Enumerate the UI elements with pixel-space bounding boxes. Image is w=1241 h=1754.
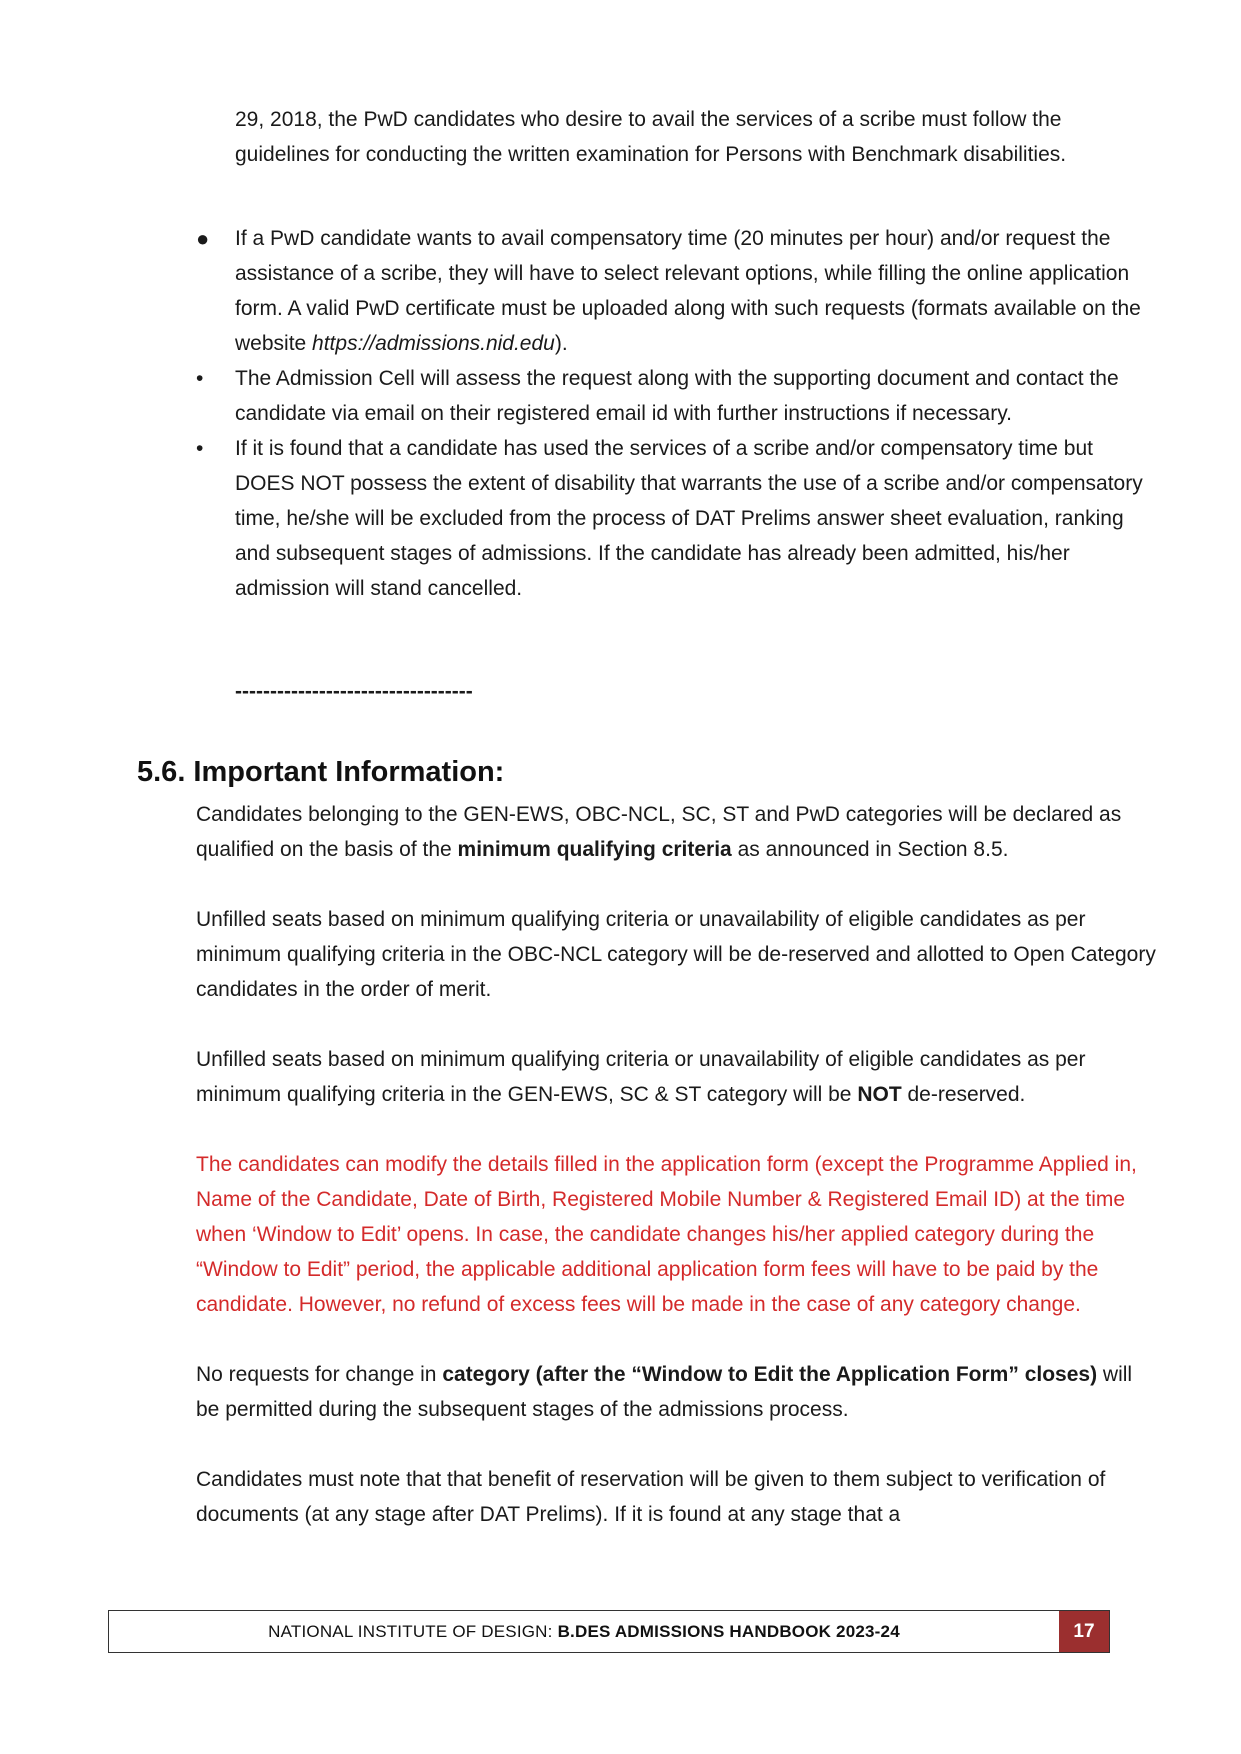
list-item [190, 221, 1155, 361]
website-link[interactable]: https://admissions.nid.edu [312, 332, 555, 355]
bullet-marker: • [196, 367, 204, 390]
bold-text: category (after the “Window to Edit the Application Form” closes) [442, 1363, 1098, 1386]
footer-prefix: NATIONAL INSTITUTE OF DESIGN: [268, 1621, 553, 1641]
paragraph-category-change [196, 1357, 1156, 1427]
paragraph-text: No requests for change in [196, 1363, 443, 1386]
list-item [190, 431, 1155, 606]
paragraph-text: de-reserved. [901, 1083, 1026, 1106]
page-footer [108, 1610, 1110, 1653]
paragraph-text: Unfilled seats based on minimum qualifying criteria or unavailability of eligible candidates as per minimum qualifying criteria in the GEN-EWS, SC & ST category will be [196, 1048, 1086, 1106]
footer-handbook-title: B.DES ADMISSIONS HANDBOOK 2023-24 [557, 1621, 900, 1641]
paragraph-verification: Candidates must note that that benefit of reservation will be given to them subject to verification of documents (at any stage after DAT Prelims). If it is found at any stage that a [196, 1468, 1106, 1526]
paragraph-not-dereserved [196, 1042, 1156, 1112]
bullet-marker: ● [196, 226, 210, 251]
paragraph-qualifying [196, 797, 1156, 867]
paragraph-text: will be permitted during the subsequent stages of the admissions process. [196, 1363, 1133, 1421]
continuation-paragraph: 29, 2018, the PwD candidates who desire to avail the services of a scribe must follow the guidelines for conducting the written examination for Persons with Benchmark disabilities. [235, 108, 1067, 166]
paragraph-window-to-edit: The candidates can modify the details filled in the application form (except the Programme Applied in, Name of the Candidate, Date of Birth, Registered Mobile Number & Registered Email ID) at the time when ‘Window to Edit’ opens. In case, the candidate changes his/her applied category during the “Window to Edit” period, the applicable additional application form fees will have to be paid by the candidate. However, no refund of excess fees will be made in the case of any category change. [196, 1153, 1137, 1316]
bullet-text: If it is found that a candidate has used the services of a scribe and/or compensatory time but DOES NOT possess the extent of disability that warrants the use of a scribe and/or compensatory time, he/she will be excluded from the process of DAT Prelims answer sheet evaluation, ranking and subsequent stages of admissions. If the candidate has already been admitted, his/her admission will stand cancelled. [235, 437, 1143, 600]
bullet-text-end: ). [554, 332, 568, 355]
bullet-list [190, 221, 1155, 606]
section-heading: 5.6. Important Information: [137, 756, 505, 788]
paragraph-text: as announced in Section 8.5. [731, 838, 1009, 861]
paragraph-text: Candidates belonging to the GEN-EWS, OBC-NCL, SC, ST and PwD categories will be declared as qualified on the basis of the [196, 803, 1122, 861]
footer-title [109, 1611, 1059, 1652]
bullet-text: If a PwD candidate wants to avail compensatory time (20 minutes per hour) and/or request the assistance of a scribe, they will have to select relevant options, while filling the online application form. A valid PwD certificate must be uploaded along with such requests (formats available on the website [235, 227, 1141, 355]
paragraph-obc-dereserve: Unfilled seats based on minimum qualifying criteria or unavailability of eligible candidates as per minimum qualifying criteria in the OBC-NCL category will be de-reserved and allotted to Open Category candidates in the order of merit. [196, 908, 1156, 1001]
list-item [190, 361, 1155, 431]
bullet-marker: • [196, 437, 204, 460]
bold-text: NOT [857, 1083, 902, 1106]
page-number-badge: 17 [1059, 1611, 1109, 1652]
section-body [196, 797, 1156, 1567]
separator-line: ---------------------------------- [235, 680, 473, 703]
bold-text: minimum qualifying criteria [457, 838, 732, 861]
bullet-text: The Admission Cell will assess the request along with the supporting document and contact the candidate via email on their registered email id with further instructions if necessary. [235, 367, 1119, 425]
